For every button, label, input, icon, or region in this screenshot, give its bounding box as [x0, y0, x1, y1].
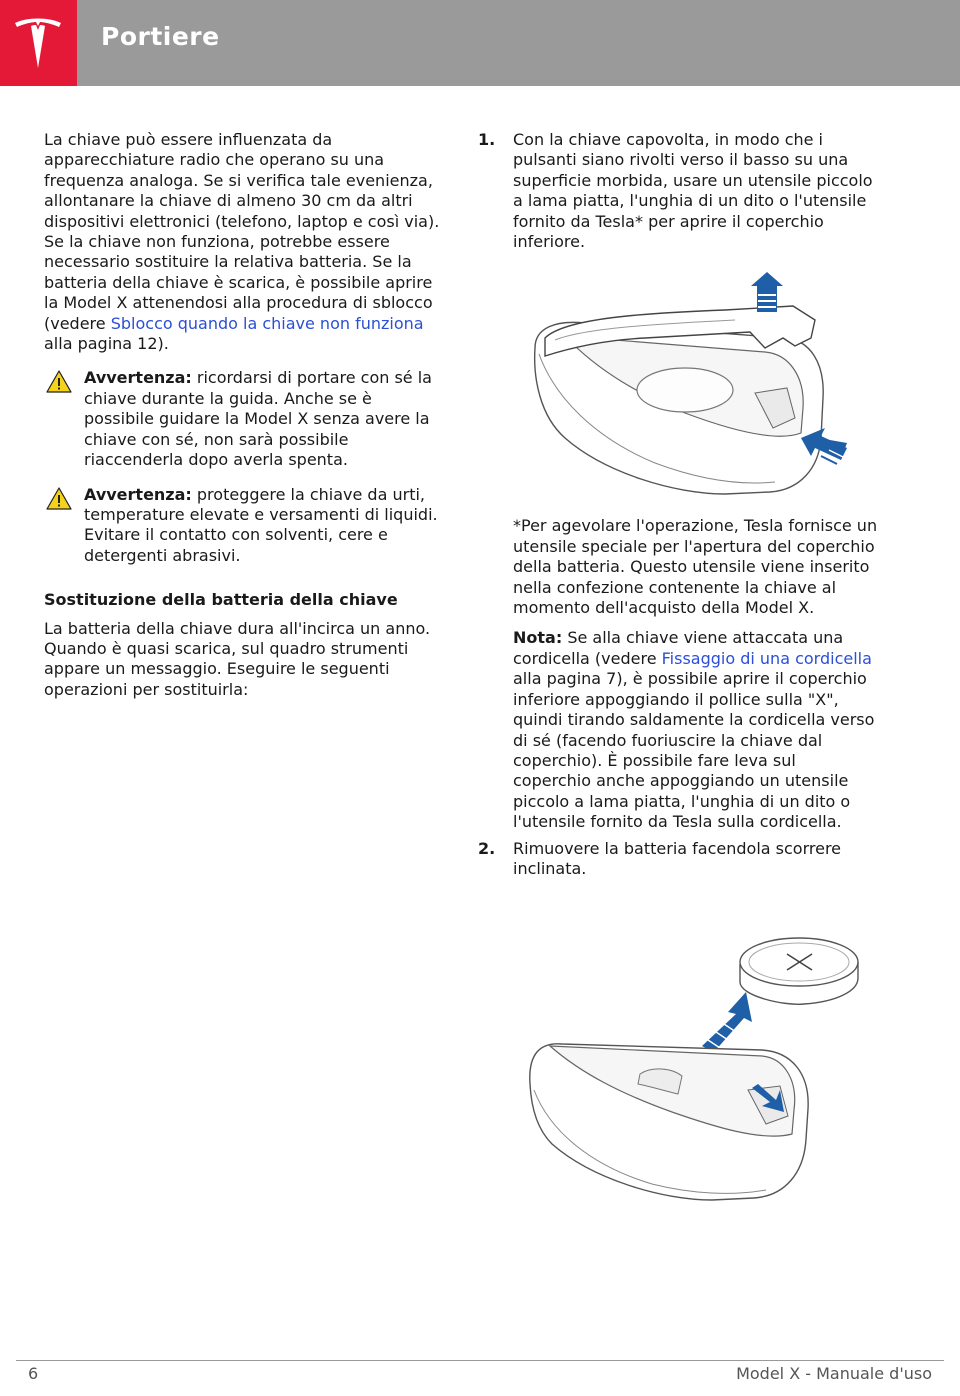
brand-logo [0, 0, 77, 86]
right-column [478, 130, 878, 879]
step-number: 2. [478, 838, 496, 858]
intro-paragraph: La chiave può essere influenzata da apparecchiature radio che operano su una frequenza analoga. Se si verifica tale evenienza, allontanare la chiave di almeno 30 cm da altri dispositivi elettronici (telefono, laptop e così via). Se la chiave non funziona, potrebbe essere necessario sostituire la relativa batteria. Se la batteria della chiave è scarica, è possibile aprire la Model X attenendosi alla procedura di sblocco (vedere Sblocco quando la chiave non funziona alla pagina 12). [44, 130, 440, 354]
battery-removal-illustration [522, 934, 867, 1206]
footnote: *Per agevolare l'operazione, Tesla fornisce un utensile speciale per l'apertura del coperchio della batteria. Questo utensile viene inserito nella confezione contenente la chiave al momento dell'acquisto della Model X. [513, 516, 878, 618]
key-cover-opening-illustration [525, 268, 865, 500]
arrow-up-right-icon [702, 992, 752, 1052]
warning-triangle-icon [46, 487, 72, 510]
page-header [0, 0, 960, 86]
lanyard-link[interactable]: Fissaggio di una cordicella [661, 648, 872, 668]
battery-body-text: La batteria della chiave dura all'incirca un anno. Quando è quasi scarica, sul quadro strumenti appare un messaggio. Eseguire le seguenti operazioni per sostituirla: [44, 618, 431, 699]
warning-protect-key: Avvertenza: proteggere la chiave da urti, temperature elevate e versamenti di liquidi. Evitare il contatto con solventi, cere e detergenti abrasivi. [44, 485, 442, 567]
warning-carry-key: Avvertenza: ricordarsi di portare con sé la chiave durante la guida. Anche se è possibile guidare la Model X senza avere la chiave con sé, non sarà possibile riaccenderla dopo averla spenta. [44, 368, 442, 470]
coin-battery [740, 938, 858, 1004]
unlock-link[interactable]: Sblocco quando la chiave non funziona [110, 313, 424, 333]
step-text: Rimuovere la batteria facendola scorrere inclinata. [513, 838, 842, 878]
step-text: Con la chiave capovolta, in modo che i pulsanti siano rivolti verso il basso su una superficie morbida, usare un utensile piccolo a lama piatta, l'unghia di un dito o l'utensile fornito da Tesla* per aprire il coperchio inferiore. [513, 130, 873, 252]
subheading-battery-replacement: Sostituzione della batteria della chiave [44, 590, 398, 610]
step-1 [478, 130, 878, 252]
left-column [44, 130, 442, 700]
arrow-up-icon [751, 272, 783, 312]
page-number: 6 [28, 1364, 39, 1383]
step-2 [478, 839, 878, 880]
footer-divider [16, 1360, 944, 1361]
manual-name: Model X - Manuale d'uso [736, 1364, 932, 1383]
note-lanyard: Nota: Se alla chiave viene attaccata una cordicella (vedere Fissaggio di una cordicella alla pagina 7), è possibile aprire il coperchio inferiore appoggiando il pollice sulla "X", quindi tirando saldamente la cordicella verso di sé (facendo fuoriuscire la chiave dal coperchio). È possibile fare leva sul coperchio anche appoggiando un utensile piccolo a lama piatta, l'unghia di un dito o l'utensile fornito da Tesla sulla cordicella. [513, 628, 875, 832]
warning-triangle-icon [46, 370, 72, 393]
tesla-logo-icon [12, 14, 64, 72]
section-title: Portiere [101, 22, 220, 51]
step-number: 1. [478, 130, 496, 149]
